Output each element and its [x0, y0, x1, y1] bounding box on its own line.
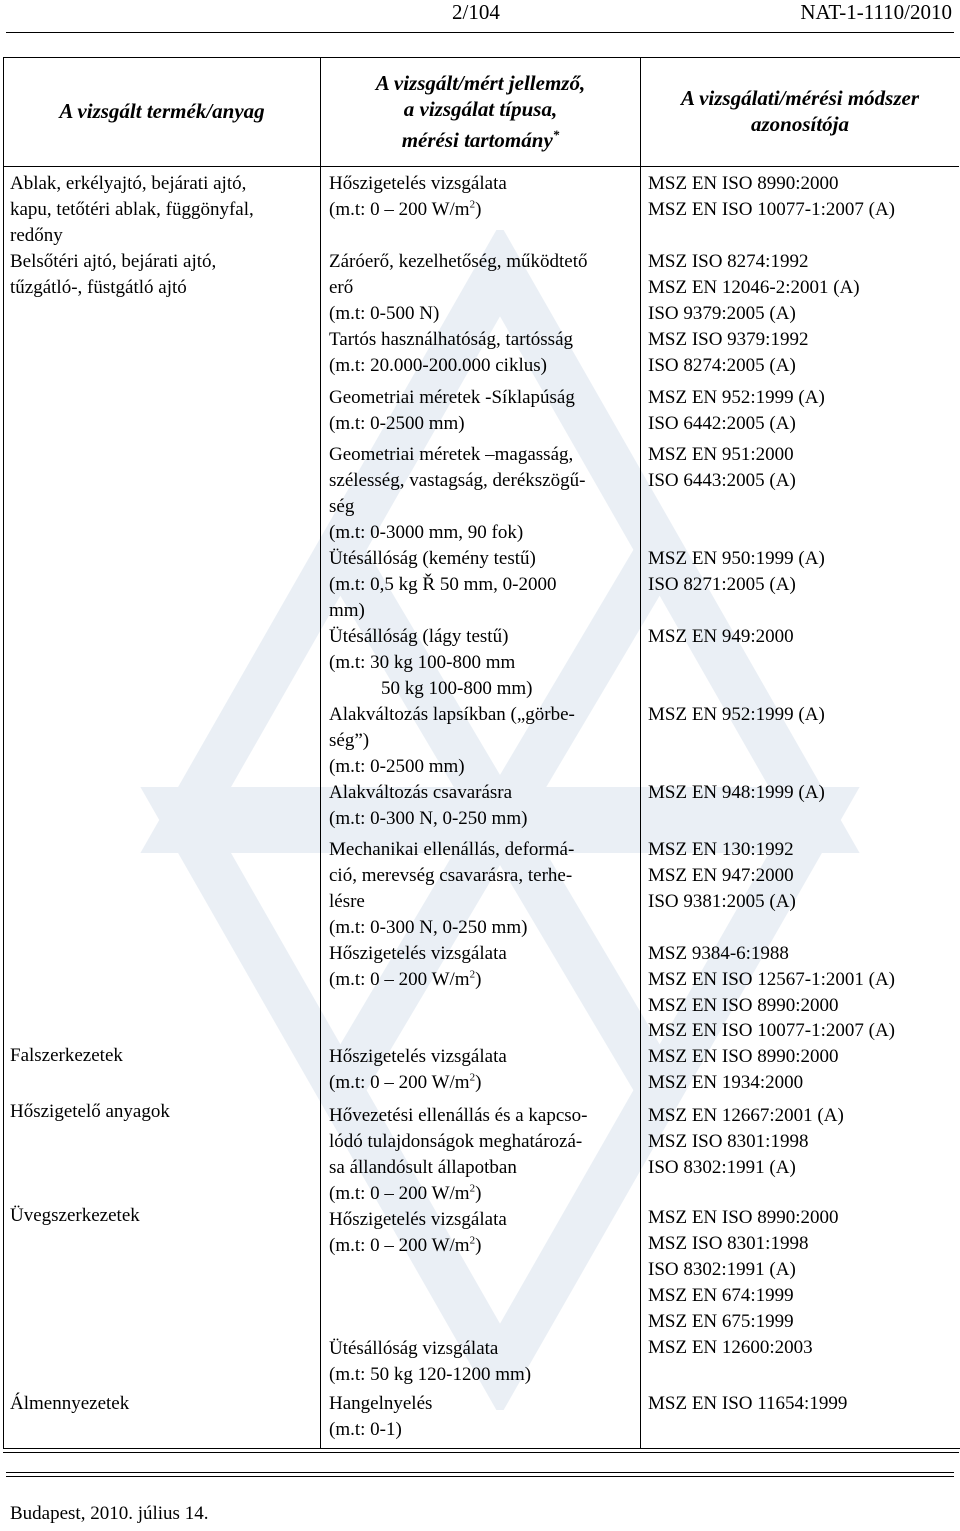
product-line: Belsőtéri ajtó, bejárati ajtó, — [10, 251, 217, 272]
method-line: ISO 8302:1991 (A) — [648, 1157, 796, 1178]
property-line: Hővezetési ellenállás és a kapcso- — [329, 1105, 588, 1126]
property-line: (m.t: 20.000-200.000 ciklus) — [329, 355, 547, 376]
product-line: Üvegszerkezetek — [10, 1205, 140, 1226]
property-line: Hőszigetelés vizsgálata — [329, 173, 507, 194]
footnote-mark: * — [552, 126, 560, 142]
property-line: (m.t: 0-300 N, 0-250 mm) — [329, 808, 528, 829]
table-header-rule — [3, 166, 959, 167]
method-line: MSZ EN 674:1999 — [648, 1285, 794, 1306]
method-line: MSZ EN 952:1999 (A) — [648, 704, 825, 725]
col-header-product: A vizsgált termék/anyag — [59, 99, 265, 123]
property-line: mm) — [329, 600, 365, 621]
method-line: ISO 6442:2005 (A) — [648, 413, 796, 434]
property-line: Geometriai méretek -Síklapúság — [329, 387, 575, 408]
property-line: erő — [329, 277, 354, 298]
footer-place-date: Budapest, 2010. július 14. — [10, 1503, 209, 1524]
property-line: sa állandósult állapotban — [329, 1157, 517, 1178]
property-line: Ütésállóság (lágy testű) — [329, 626, 509, 647]
column-divider — [320, 57, 321, 1449]
property-line: Ütésállóság vizsgálata — [329, 1338, 499, 1359]
property-line: Alakváltozás lapsíkban („görbe- — [329, 704, 575, 725]
property-line: Tartós használhatóság, tartósság — [329, 329, 574, 350]
method-line: MSZ EN 12600:2003 — [648, 1337, 813, 1358]
product-line: tűzgátló-, füstgátló ajtó — [10, 277, 187, 298]
method-line: MSZ EN ISO 8990:2000 — [648, 1046, 839, 1067]
property-line: 50 kg 100-800 mm) — [381, 678, 533, 699]
property-line: ció, merevség csavarásra, terhe- — [329, 865, 573, 886]
method-line: MSZ EN 12667:2001 (A) — [648, 1105, 844, 1126]
method-line: MSZ EN 675:1999 — [648, 1311, 794, 1332]
page-number: 2/104 — [452, 0, 500, 24]
product-line: Ablak, erkélyajtó, bejárati ajtó, — [10, 173, 247, 194]
property-line: szélesség, vastagság, derékszögű- — [329, 470, 586, 491]
property-line: (m.t: 50 kg 120-1200 mm) — [329, 1364, 532, 1385]
method-line: MSZ EN ISO 8990:2000 — [648, 1207, 839, 1228]
method-line: MSZ ISO 9379:1992 — [648, 329, 809, 350]
property-line: lódó tulajdonságok meghatározá- — [329, 1131, 583, 1152]
property-line: ség — [329, 496, 355, 517]
property-line: (m.t: 0-2500 mm) — [329, 413, 465, 434]
property-line: (m.t: 0-300 N, 0-250 mm) — [329, 917, 528, 938]
col-header-property: A vizsgált/mért jellemző, a vizsgálat típusa, mérési tartomány* — [375, 70, 586, 152]
method-line: ISO 9381:2005 (A) — [648, 891, 796, 912]
property-line: Záróerő, kezelhetőség, működtető — [329, 251, 588, 272]
method-line: ISO 8302:1991 (A) — [648, 1259, 796, 1280]
property-line: (m.t: 0 – 200 $W/m^2$) — [329, 198, 482, 220]
property-line: Ütésállóság (kemény testű) — [329, 548, 536, 569]
property-line: Hőszigetelés vizsgálata — [329, 1209, 507, 1230]
product-line: Falszerkezetek — [10, 1045, 123, 1066]
method-line: MSZ EN 947:2000 — [648, 865, 794, 886]
method-line: MSZ EN 951:2000 — [648, 444, 794, 465]
method-line: MSZ EN ISO 10077-1:2007 (A) — [648, 1020, 895, 1041]
method-line: MSZ EN ISO 12567-1:2001 (A) — [648, 969, 895, 990]
col-header-method: A vizsgálati/mérési módszer azonosítója — [680, 86, 919, 136]
method-line: MSZ EN ISO 8990:2000 — [648, 173, 839, 194]
method-line: MSZ ISO 8301:1998 — [648, 1233, 809, 1254]
property-line: ség”) — [329, 730, 370, 751]
property-line: (m.t: 0-3000 mm, 90 fok) — [329, 522, 524, 543]
method-line: MSZ EN ISO 8990:2000 — [648, 995, 839, 1016]
property-line: (m.t: 0 – 200 $W/m^2$) — [329, 968, 482, 990]
method-line: MSZ EN 130:1992 — [648, 839, 794, 860]
method-line: ISO 8274:2005 (A) — [648, 355, 796, 376]
method-line: MSZ EN 950:1999 (A) — [648, 548, 825, 569]
method-line: ISO 8271:2005 (A) — [648, 574, 796, 595]
property-line: (m.t: 0 – 200 $W/m^2$) — [329, 1182, 482, 1204]
property-line: (m.t: 0 – 200 $W/m^2$) — [329, 1234, 482, 1256]
property-line: (m.t: 0-2500 mm) — [329, 756, 465, 777]
method-line: MSZ ISO 8301:1998 — [648, 1131, 809, 1152]
method-line: ISO 6443:2005 (A) — [648, 470, 796, 491]
property-line: (m.t: 0-500 N) — [329, 303, 440, 324]
footer-rule — [6, 1472, 954, 1473]
method-line: MSZ EN ISO 10077-1:2007 (A) — [648, 199, 895, 220]
product-line: kapu, tetőtéri ablak, függönyfal, — [10, 199, 254, 220]
product-line: Hőszigetelő anyagok — [10, 1101, 170, 1122]
method-line: MSZ EN 949:2000 — [648, 626, 794, 647]
property-line: (m.t: 0 – 200 $W/m^2$) — [329, 1071, 482, 1093]
product-line: redőny — [10, 225, 63, 246]
method-line: MSZ EN 948:1999 (A) — [648, 782, 825, 803]
property-line: Alakváltozás csavarásra — [329, 782, 513, 803]
property-line: lésre — [329, 891, 365, 912]
method-line: MSZ 9384-6:1988 — [648, 943, 789, 964]
header-rule — [6, 32, 954, 33]
table-bottom-rule — [3, 1452, 959, 1453]
method-line: MSZ EN 952:1999 (A) — [648, 387, 825, 408]
property-line: Hőszigetelés vizsgálata — [329, 943, 507, 964]
property-line: Hőszigetelés vizsgálata — [329, 1046, 507, 1067]
column-divider — [640, 57, 641, 1449]
property-line: Hangelnyelés — [329, 1393, 433, 1414]
product-line: Álmennyezetek — [10, 1393, 130, 1414]
method-line: MSZ EN ISO 11654:1999 — [648, 1393, 848, 1414]
property-line: (m.t: 0,5 kg Ř 50 mm, 0-2000 — [329, 574, 557, 595]
document-id: NAT-1-1110/2010 — [800, 0, 952, 24]
property-line: (m.t: 30 kg 100-800 mm — [329, 652, 516, 673]
method-line: MSZ EN 12046-2:2001 (A) — [648, 277, 860, 298]
method-line: MSZ ISO 8274:1992 — [648, 251, 809, 272]
property-line: Geometriai méretek –magasság, — [329, 444, 574, 465]
property-line: (m.t: 0-1) — [329, 1419, 402, 1440]
property-line: Mechanikai ellenállás, deformá- — [329, 839, 575, 860]
method-line: MSZ EN 1934:2000 — [648, 1072, 804, 1093]
footer-rule — [6, 1476, 954, 1477]
method-line: ISO 9379:2005 (A) — [648, 303, 796, 324]
